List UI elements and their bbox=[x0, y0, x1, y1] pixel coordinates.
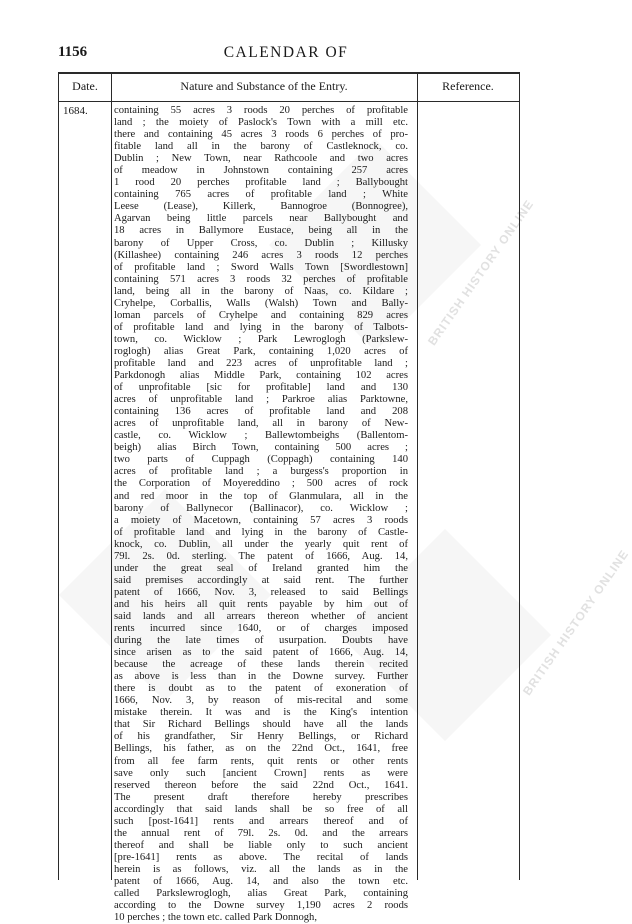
entry-line: and his heirs all quit rents payable by him out of bbox=[114, 598, 408, 610]
entry-line: town, co. Wicklow ; Park Lewroglogh (Parkslew- bbox=[114, 333, 408, 345]
entry-line: since arisen as to the said patent of 1666, Aug. 14, bbox=[114, 647, 408, 659]
entry-line: there is doubt as to the patent of exoneration of bbox=[114, 683, 408, 695]
watermark-text: BRITISH HISTORY ONLINE bbox=[520, 547, 632, 699]
entry-line: mistake therein. It was and is the King's intention bbox=[114, 707, 408, 719]
entry-line: herein is as follows, viz. all the lands as in the bbox=[114, 863, 408, 875]
entry-text bbox=[114, 105, 408, 924]
entry-line: Dublin ; New Town, near Rathcoole and two acres bbox=[114, 153, 408, 165]
entry-line: two parts of Cuppagh (Coppagh) containing 140 bbox=[114, 454, 408, 466]
entry-line: accordingly that said lands shall be so free of all bbox=[114, 803, 408, 815]
entry-line: there and containing 45 acres 3 roods 6 perches of pro- bbox=[114, 129, 408, 141]
entry-line: Cryhelpe, Corballis, Walls (Walsh) Town and Bally- bbox=[114, 297, 408, 309]
entry-line: Leese (Lease), Killerk, Bannogroe (Bonnogree), bbox=[114, 201, 408, 213]
entry-line: beigh) alias Birch Town, containing 500 acres ; bbox=[114, 442, 408, 454]
entry-line: barony of Ballynecor (Ballinacor), co. Wicklow ; bbox=[114, 502, 408, 514]
watermark-text: BRITISH HISTORY ONLINE bbox=[425, 197, 537, 349]
entry-line: called Parkslewroglogh, alias Great Park, containing bbox=[114, 888, 408, 900]
entry-line: 79l. 2s. 0d. sterling. The patent of 1666, Aug. 14, bbox=[114, 550, 408, 562]
entry-line: fitable land all in the barony of Castleknock, co. bbox=[114, 141, 408, 153]
entry-line: profitable land and 223 acres of unprofitable land ; bbox=[114, 357, 408, 369]
entry-line: Agarvan being little parcels near Ballybought and bbox=[114, 213, 408, 225]
entry-line: as above is less than in the Downe survey. Further bbox=[114, 671, 408, 683]
column-divider-reference bbox=[417, 72, 418, 880]
entry-line: acres of profitable land ; a burgess's proportion in bbox=[114, 466, 408, 478]
entry-line: land ; the moiety of Paslock's Town with a mill etc. bbox=[114, 117, 408, 129]
column-header-nature: Nature and Substance of the Entry. bbox=[180, 79, 348, 93]
entry-line: acres of unprofitable land, all in barony of New- bbox=[114, 418, 408, 430]
entry-line: patent of 1666, Nov. 3, released to said Bellings bbox=[114, 586, 408, 598]
entry-year: 1684. bbox=[63, 105, 88, 117]
entry-line: containing 136 acres of profitable land and 208 bbox=[114, 406, 408, 418]
entry-line: said premises accordingly at said rent. The further bbox=[114, 574, 408, 586]
column-divider-date bbox=[111, 72, 112, 880]
entry-line: loman parcels of Cryhelpe and containing 829 acres bbox=[114, 309, 408, 321]
entry-line: thereof and shall be liable only to such ancient bbox=[114, 839, 408, 851]
entry-line: a moiety of Macetown, containing 57 acres 3 roods bbox=[114, 514, 408, 526]
entry-line: and red moor in the top of Glanmulara, all in the bbox=[114, 490, 408, 502]
header-bottom-rule bbox=[59, 101, 519, 102]
running-head bbox=[58, 44, 514, 64]
entry-line: of profitable land and lying in the barony of Talbots- bbox=[114, 321, 408, 333]
entry-line: reserved thereon before the said 22nd Oct., 1641. bbox=[114, 779, 408, 791]
entry-line: [pre-1641] rents as above. The recital of lands bbox=[114, 851, 408, 863]
entry-line: 1666, Nov. 3, by reason of mis-recital and some bbox=[114, 695, 408, 707]
entry-line: save only such [ancient Crown] rents as were bbox=[114, 767, 408, 779]
entry-line: barony of Upper Cross, co. Dublin ; Killusky bbox=[114, 237, 408, 249]
table-top-rule bbox=[59, 72, 519, 74]
entry-line: 10 perches ; the town etc. called Park Donnogh, bbox=[114, 912, 317, 924]
entry-line: (Killashee) containing 246 acres 3 roods 12 perches bbox=[114, 249, 408, 261]
entry-line: containing 765 acres of profitable land ; White bbox=[114, 189, 408, 201]
entry-line: acres of unprofitable land ; Parkroe alias Parktowne, bbox=[114, 394, 408, 406]
running-title: CALENDAR OF bbox=[223, 44, 349, 61]
entry-line: that Sir Richard Bellings should have all the lands bbox=[114, 719, 408, 731]
entry-line: of meadow in Johnstown containing 257 acres bbox=[114, 165, 408, 177]
column-header-reference: Reference. bbox=[442, 79, 494, 93]
entry-line: of profitable land ; Sword Walls Town [Swordlestown] bbox=[114, 261, 408, 273]
entry-line: because the acreage of these lands therein recited bbox=[114, 659, 408, 671]
entry-line: rents incurred since 1640, or of charges imposed bbox=[114, 623, 408, 635]
entry-line: of profitable land and lying in the barony of Castle- bbox=[114, 526, 408, 538]
entry-line: of unprofitable [sic for profitable] land and 130 bbox=[114, 382, 408, 394]
entry-line: castle, co. Wicklow ; Ballewtombeighs (Ballentom- bbox=[114, 430, 408, 442]
entry-line: from all fee farm rents, quit rents or other rents bbox=[114, 755, 408, 767]
entry-line: roglogh) alias Great Park, containing 1,020 acres of bbox=[114, 345, 408, 357]
entry-line: of his grandfather, Sir Henry Bellings, or Richard bbox=[114, 731, 408, 743]
entry-line: containing 55 acres 3 roods 20 perches of profitable bbox=[114, 105, 408, 116]
entry-line: Bellings, his father, as on the 22nd Oct., 1641, free bbox=[114, 743, 408, 755]
entry-line: 18 acres in Ballymore Eustace, being all in the bbox=[114, 225, 408, 237]
entry-line: under the great seal of Ireland granted him the bbox=[114, 562, 408, 574]
entry-line: The present draft therefore hereby prescribes bbox=[114, 791, 408, 803]
entry-line: such [post-1641] rents and arrears thereof and of bbox=[114, 815, 408, 827]
entry-line: land, being all in the barony of Naas, co. Kildare ; bbox=[114, 285, 408, 297]
entry-line: according to the Downe survey 1,190 acres 2 roods bbox=[114, 900, 408, 912]
entry-line: patent of 1666, Aug. 14, and also the town etc. bbox=[114, 876, 408, 887]
entry-line: containing 571 acres 3 roods 32 perches of profitable bbox=[114, 273, 408, 285]
entry-line: the annual rent of 79l. 2s. 0d. and the arrears bbox=[114, 827, 408, 839]
entry-line: knock, co. Dublin, all under the yearly quit rent of bbox=[114, 538, 408, 550]
entry-line: said lands and all arrears thereon whether of ancient bbox=[114, 610, 408, 622]
entry-line: Parkdonogh alias Middle Park, containing 102 acres bbox=[114, 370, 408, 382]
entry-line: the Corporation of Moyereddino ; 500 acres of rock bbox=[114, 478, 408, 490]
entry-line: 1 rood 20 perches profitable land ; Ballybought bbox=[114, 177, 408, 189]
entry-line: during the late times of usurpation. Doubts have bbox=[114, 635, 408, 647]
page-number: 1156 bbox=[58, 44, 88, 60]
column-header-date: Date. bbox=[72, 79, 98, 93]
